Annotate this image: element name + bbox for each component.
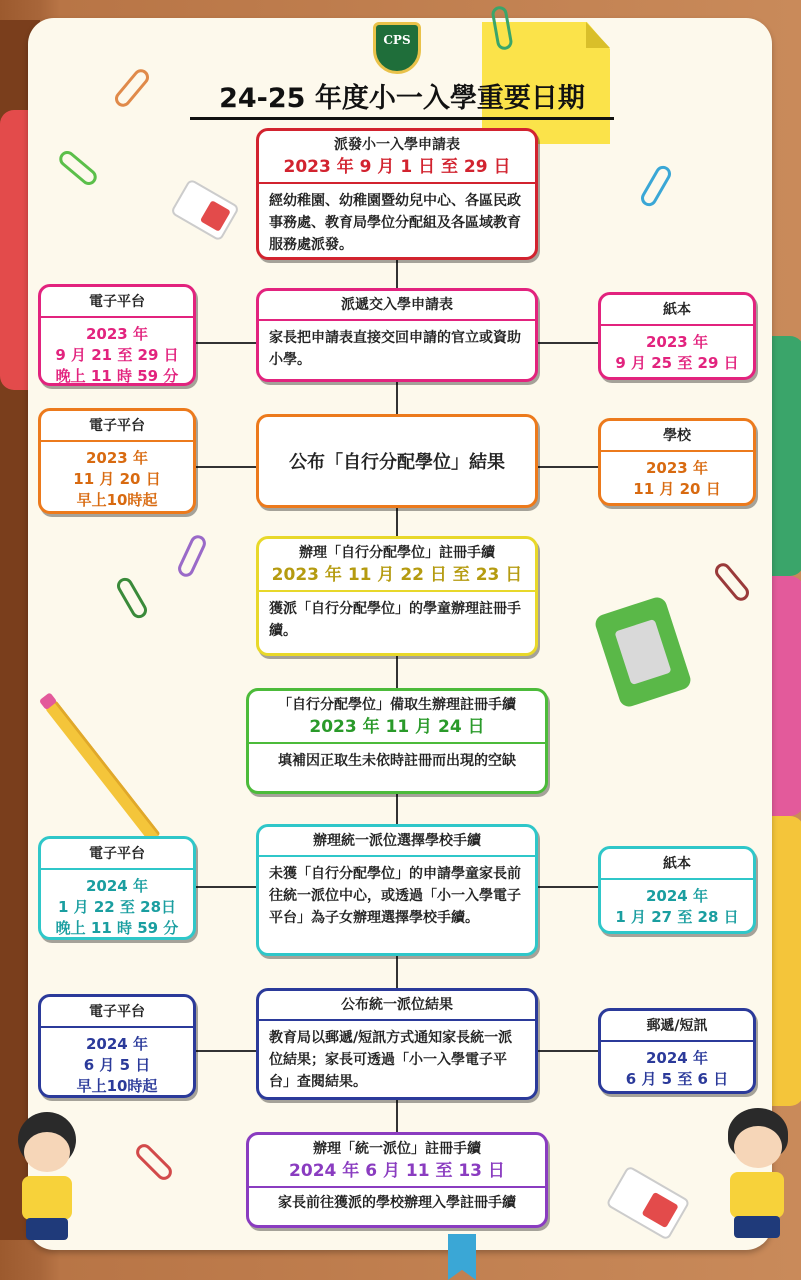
connector-line: [396, 954, 398, 988]
step-card: [256, 128, 538, 260]
side-line: 9 月 25 至 29 日: [615, 354, 739, 372]
connector-line: [196, 1050, 258, 1052]
side-line: 2023 年: [86, 325, 148, 343]
side-card-electronic: [38, 284, 196, 386]
step-card: [256, 988, 538, 1100]
step-card: [256, 824, 538, 956]
school-logo-text: CPS: [383, 33, 411, 47]
page-title: 24-25 年度小一入學重要日期: [190, 80, 614, 120]
step-body: 獲派「自行分配學位」的學童辦理註冊手續。: [259, 590, 535, 648]
step-body: 教育局以郵遞/短訊方式通知家長統一派位結果；家長可透過「小一入學電子平台」查閱結果。: [259, 1019, 535, 1099]
step-heading: 派遞交入學申請表: [341, 297, 453, 313]
step-heading: 公布統一派位結果: [341, 997, 453, 1013]
step-heading: 「自行分配學位」備取生辦理註冊手續: [278, 697, 516, 713]
side-line: 2023 年: [86, 449, 148, 467]
side-line: 1 月 22 至 28日: [57, 898, 177, 916]
side-heading: 電子平台: [41, 411, 193, 442]
tab-green: [770, 336, 801, 576]
connector-line: [396, 792, 398, 826]
connector-line: [538, 886, 600, 888]
tab-yellow: [770, 816, 801, 1106]
side-card-electronic: [38, 836, 196, 940]
step-card: [246, 1132, 548, 1228]
step-heading: 公布「自行分配學位」結果: [289, 452, 505, 473]
school-logo: [373, 22, 421, 74]
step-card: [246, 688, 548, 794]
side-line: 晚上 11 時 59 分: [55, 367, 179, 385]
connector-line: [196, 886, 258, 888]
connector-line: [396, 506, 398, 538]
connector-line: [538, 1050, 600, 1052]
side-heading: 紙本: [601, 849, 753, 880]
side-heading: 學校: [601, 421, 753, 452]
side-line: 早上10時起: [76, 491, 158, 509]
side-line: 早上10時起: [76, 1077, 158, 1095]
step-body: 家長把申請表直接交回申請的官立或資助小學。: [259, 319, 535, 377]
connector-line: [538, 466, 600, 468]
side-card-electronic: [38, 994, 196, 1098]
side-line: 2024 年: [86, 1035, 148, 1053]
side-heading: 電子平台: [41, 287, 193, 318]
connector-line: [396, 1098, 398, 1132]
side-line: 2024 年: [646, 1049, 708, 1067]
side-line: 1 月 27 至 28 日: [615, 908, 739, 926]
boy-cartoon-icon: [716, 1108, 800, 1258]
side-card-paper: [598, 292, 756, 380]
step-heading: 辦理統一派位選擇學校手續: [313, 833, 481, 849]
step-heading: 辦理「統一派位」註冊手續: [313, 1141, 481, 1157]
step-body: 未獲「自行分配學位」的申請學童家長前往統一派位中心，或透過「小一入學電子平台」為子女辦理選擇學校手續。: [259, 855, 535, 935]
side-line: 2023 年: [646, 459, 708, 477]
side-card-mail-sms: [598, 1008, 756, 1094]
step-card: [256, 288, 538, 382]
tab-pink: [770, 576, 801, 816]
side-heading: 電子平台: [41, 839, 193, 870]
side-card-school: [598, 418, 756, 506]
side-line: 11 月 20 日: [633, 480, 721, 498]
side-heading: 紙本: [601, 295, 753, 326]
side-line: 6 月 5 至 6 日: [625, 1070, 729, 1088]
side-line: 11 月 20 日: [73, 470, 161, 488]
side-heading: 郵遞/短訊: [601, 1011, 753, 1042]
step-heading: 派發小一入學申請表: [334, 137, 460, 153]
connector-line: [538, 342, 600, 344]
side-card-electronic: [38, 408, 196, 514]
side-card-paper: [598, 846, 756, 934]
side-line: 6 月 5 日: [83, 1056, 151, 1074]
step-body: 經幼稚園、幼稚園暨幼兒中心、各區民政事務處、教育局學位分配組及各區域教育服務處派發。: [259, 182, 535, 260]
connector-line: [196, 466, 258, 468]
step-card: [256, 536, 538, 656]
side-line: 2024 年: [86, 877, 148, 895]
tab-red-left: [0, 110, 30, 390]
step-date: 2023 年 9 月 1 日 至 29 日: [283, 157, 511, 177]
connector-line: [396, 380, 398, 416]
side-line: 2024 年: [646, 887, 708, 905]
step-heading: 辦理「自行分配學位」註冊手續: [299, 545, 495, 561]
step-date: 2024 年 6 月 11 至 13 日: [289, 1161, 505, 1181]
side-line: 9 月 21 至 29 日: [55, 346, 179, 364]
side-heading: 電子平台: [41, 997, 193, 1028]
step-body: 家長前往獲派的學校辦理入學註冊手續: [249, 1186, 545, 1218]
connector-line: [396, 654, 398, 688]
girl-cartoon-icon: [6, 1112, 86, 1252]
side-line: 2023 年: [646, 333, 708, 351]
connector-line: [196, 342, 258, 344]
step-date: 2023 年 11 月 22 日 至 23 日: [271, 565, 523, 585]
step-card: [256, 414, 538, 508]
step-body: 填補因正取生未依時註冊而出現的空缺: [249, 742, 545, 778]
step-date: 2023 年 11 月 24 日: [309, 717, 485, 737]
side-line: 晚上 11 時 59 分: [55, 919, 179, 937]
connector-line: [396, 258, 398, 290]
